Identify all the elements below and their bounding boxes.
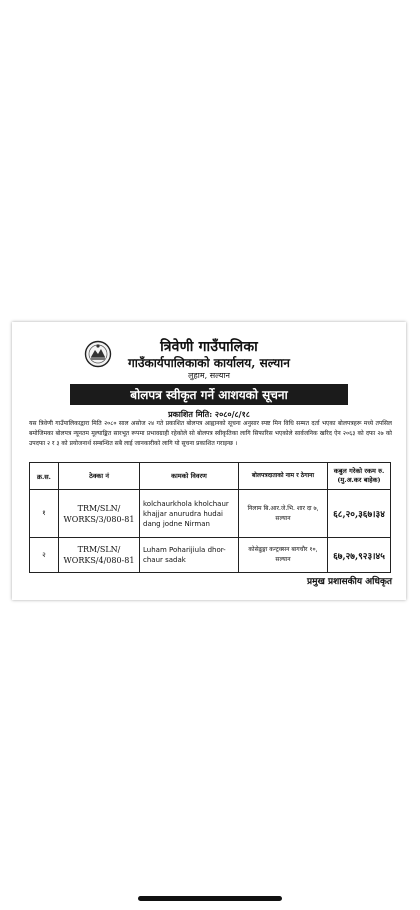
cell-bidder: निलाम बि.आर.जे.भि. शार दा ७, सल्यान [239,490,328,538]
header-work: कामको विवरण [140,463,239,490]
notice-body: यस त्रिवेणी गाउँपालिकाद्वारा मिति २०८० साल असोज २४ गते प्रकाशित बोलपत्र आह्वानको सूचना अनुसार स्पष्ट मिन विधि सम्मत दर्ता भएका बोलपत्रहरू मध्ये तपसिल बमोजिमका बोलपत्र न्यूनतम मूल्याङ्कित सारभूत रूपमा प्रभावग्राही रहेकोले सो बोलपत्र स्वीकृतिका लागि सिफारिस भएकोले सार्वजनिक खरिद ऐन २०६३ को दफा २७ को उपदफा २ र ३ को प्रयोजनार्थ सम्बन्धित सबै लाई जानकारीको लागि यो सूचना प्रकाशित गराइन्छ । [29,420,392,447]
notice-document [12,322,406,600]
header-bidder: बोलपत्रदाताको नाम र ठेगाना [239,463,328,490]
table-header-row [30,463,391,490]
header-contract-id: ठेक्का नं [59,463,140,490]
cell-work: Luham Poharijiula dhor- chaur sadak [140,538,239,573]
header-amount-line1: कबुल गरेको रकम रु. [333,467,385,475]
cell-contract-id: TRM/SLN/ WORKS/4/080-81 [59,538,140,573]
signature-title: प्रमुख प्रशासकीय अधिकृत [306,577,392,587]
cell-amount: ६८,२०,३६७।३४ [328,490,391,538]
cell-sn: २ [30,538,59,573]
cell-sn: १ [30,490,59,538]
cell-contract-id: TRM/SLN/ WORKS/3/080-81 [59,490,140,538]
office-name: त्रिवेणी गाउँपालिका [160,339,258,355]
publish-date: प्रकाशित मिति: २०८०/८/१८ [168,409,250,419]
header-sn: क्र.स. [30,463,59,490]
table-row [30,490,391,538]
bid-table [29,462,391,573]
notice-title: बोलपत्र स्वीकृत गर्ने आशयको सूचना [130,388,288,402]
cell-work: kolchaurkhola kholchaur khajjar anurudra hudai dang jodne Nirman [140,490,239,538]
home-indicator[interactable] [138,896,282,901]
cell-bidder: कोसेढुङ्गा कन्ट्रक्सन बागचौर १०, सल्यान [239,538,328,573]
notice-title-banner [70,384,348,405]
table-row [30,538,391,573]
office-subtitle: गाउँकार्यपालिकाको कार्यालय, सल्यान [128,356,290,370]
office-location: लुहाम, सल्यान [188,371,230,380]
header-amount-line2: (मु.अ.कर बाहेक) [337,476,381,484]
cell-amount: ६७,२७,९२३।४५ [328,538,391,573]
header-amount [328,463,391,490]
